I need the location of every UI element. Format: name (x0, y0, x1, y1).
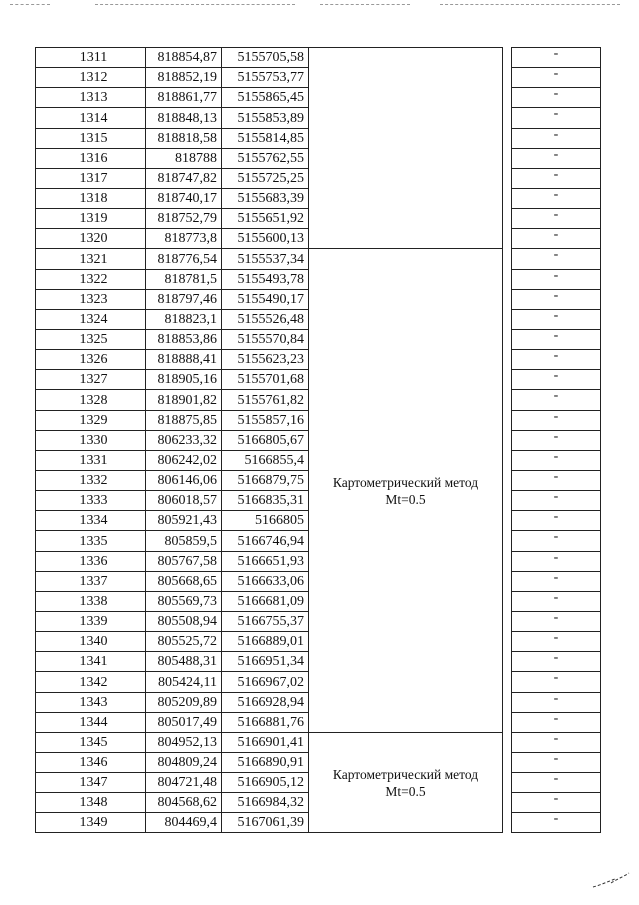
y-coordinate: 5166879,75 (222, 470, 309, 490)
y-coordinate: 5155683,39 (222, 188, 309, 208)
spacer-cell (503, 652, 512, 672)
spacer-cell (503, 632, 512, 652)
spacer-cell (503, 591, 512, 611)
point-number: 1344 (36, 712, 146, 732)
table-row (36, 732, 601, 752)
method-precision: Mt=0.5 (385, 491, 426, 507)
spacer-cell (503, 450, 512, 470)
point-number: 1330 (36, 430, 146, 450)
y-coordinate: 5166881,76 (222, 712, 309, 732)
spacer-cell (503, 531, 512, 551)
point-number: 1322 (36, 269, 146, 289)
y-coordinate: 5155761,82 (222, 390, 309, 410)
y-coordinate: 5166805 (222, 511, 309, 531)
point-number: 1315 (36, 128, 146, 148)
spacer-cell (503, 370, 512, 390)
y-coordinate: 5155493,78 (222, 269, 309, 289)
x-coordinate: 818853,86 (146, 329, 222, 349)
point-number: 1321 (36, 249, 146, 269)
note-cell: - (512, 350, 601, 370)
note-cell: - (512, 732, 601, 752)
x-coordinate: 818773,8 (146, 229, 222, 249)
note-cell: - (512, 692, 601, 712)
note-cell: - (512, 269, 601, 289)
x-coordinate: 805488,31 (146, 652, 222, 672)
y-coordinate: 5155623,23 (222, 350, 309, 370)
spacer-cell (503, 611, 512, 631)
point-number: 1338 (36, 591, 146, 611)
point-number: 1339 (36, 611, 146, 631)
spacer-cell (503, 48, 512, 68)
spacer-cell (503, 289, 512, 309)
y-coordinate: 5155853,89 (222, 108, 309, 128)
x-coordinate: 805668,65 (146, 571, 222, 591)
x-coordinate: 818852,19 (146, 68, 222, 88)
point-number: 1318 (36, 188, 146, 208)
note-cell: - (512, 128, 601, 148)
point-number: 1340 (36, 632, 146, 652)
x-coordinate: 804809,24 (146, 752, 222, 772)
spacer-cell (503, 813, 512, 833)
spacer-cell (503, 390, 512, 410)
signature-mark (591, 869, 631, 891)
x-coordinate: 818861,77 (146, 88, 222, 108)
note-cell: - (512, 531, 601, 551)
point-number: 1314 (36, 108, 146, 128)
point-number: 1326 (36, 350, 146, 370)
point-number: 1347 (36, 773, 146, 793)
note-cell: - (512, 329, 601, 349)
note-cell: - (512, 370, 601, 390)
y-coordinate: 5155814,85 (222, 128, 309, 148)
scan-top-edge (440, 4, 620, 7)
x-coordinate: 818740,17 (146, 188, 222, 208)
y-coordinate: 5166755,37 (222, 611, 309, 631)
note-cell: - (512, 571, 601, 591)
y-coordinate: 5155701,68 (222, 370, 309, 390)
note-cell: - (512, 188, 601, 208)
x-coordinate: 818823,1 (146, 309, 222, 329)
note-cell: - (512, 68, 601, 88)
note-cell: - (512, 470, 601, 490)
y-coordinate: 5166901,41 (222, 732, 309, 752)
spacer-cell (503, 168, 512, 188)
note-cell: - (512, 148, 601, 168)
y-coordinate: 5166805,67 (222, 430, 309, 450)
spacer-cell (503, 108, 512, 128)
x-coordinate: 805921,43 (146, 511, 222, 531)
x-coordinate: 818788 (146, 148, 222, 168)
y-coordinate: 5166928,94 (222, 692, 309, 712)
method-cell (309, 732, 503, 833)
x-coordinate: 805017,49 (146, 712, 222, 732)
note-cell: - (512, 209, 601, 229)
x-coordinate: 806018,57 (146, 491, 222, 511)
note-cell: - (512, 752, 601, 772)
x-coordinate: 818776,54 (146, 249, 222, 269)
point-number: 1317 (36, 168, 146, 188)
note-cell: - (512, 611, 601, 631)
method-cell (309, 249, 503, 732)
spacer-cell (503, 350, 512, 370)
y-coordinate: 5155570,84 (222, 329, 309, 349)
note-cell: - (512, 652, 601, 672)
spacer-cell (503, 732, 512, 752)
point-number: 1320 (36, 229, 146, 249)
x-coordinate: 805767,58 (146, 551, 222, 571)
x-coordinate: 805209,89 (146, 692, 222, 712)
method-cell (309, 48, 503, 249)
note-cell: - (512, 410, 601, 430)
spacer-cell (503, 249, 512, 269)
spacer-cell (503, 692, 512, 712)
y-coordinate: 5155526,48 (222, 309, 309, 329)
y-coordinate: 5155490,17 (222, 289, 309, 309)
point-number: 1333 (36, 491, 146, 511)
y-coordinate: 5166633,06 (222, 571, 309, 591)
spacer-cell (503, 511, 512, 531)
y-coordinate: 5166951,34 (222, 652, 309, 672)
spacer-cell (503, 793, 512, 813)
spacer-cell (503, 712, 512, 732)
point-number: 1337 (36, 571, 146, 591)
note-cell: - (512, 430, 601, 450)
spacer-cell (503, 309, 512, 329)
y-coordinate: 5155705,58 (222, 48, 309, 68)
point-number: 1349 (36, 813, 146, 833)
spacer-cell (503, 551, 512, 571)
x-coordinate: 805424,11 (146, 672, 222, 692)
coordinates-table (35, 47, 601, 833)
note-cell: - (512, 491, 601, 511)
note-cell: - (512, 309, 601, 329)
x-coordinate: 805508,94 (146, 611, 222, 631)
y-coordinate: 5166835,31 (222, 491, 309, 511)
point-number: 1328 (36, 390, 146, 410)
y-coordinate: 5155537,34 (222, 249, 309, 269)
table-row (36, 48, 601, 68)
x-coordinate: 804469,4 (146, 813, 222, 833)
y-coordinate: 5155725,25 (222, 168, 309, 188)
point-number: 1348 (36, 793, 146, 813)
x-coordinate: 818752,79 (146, 209, 222, 229)
method-label: Картометрический метод (332, 766, 479, 782)
note-cell: - (512, 511, 601, 531)
spacer-cell (503, 68, 512, 88)
x-coordinate: 818848,13 (146, 108, 222, 128)
x-coordinate: 818781,5 (146, 269, 222, 289)
note-cell: - (512, 450, 601, 470)
spacer-cell (503, 88, 512, 108)
x-coordinate: 806233,32 (146, 430, 222, 450)
x-coordinate: 804568,62 (146, 793, 222, 813)
x-coordinate: 818747,82 (146, 168, 222, 188)
y-coordinate: 5166681,09 (222, 591, 309, 611)
spacer-cell (503, 752, 512, 772)
x-coordinate: 804952,13 (146, 732, 222, 752)
point-number: 1345 (36, 732, 146, 752)
spacer-cell (503, 128, 512, 148)
note-cell: - (512, 390, 601, 410)
x-coordinate: 818854,87 (146, 48, 222, 68)
point-number: 1343 (36, 692, 146, 712)
point-number: 1324 (36, 309, 146, 329)
y-coordinate: 5166855,4 (222, 450, 309, 470)
method-precision: Mt=0.5 (385, 783, 426, 799)
x-coordinate: 818797,46 (146, 289, 222, 309)
y-coordinate: 5166967,02 (222, 672, 309, 692)
spacer-cell (503, 672, 512, 692)
table-row (36, 249, 601, 269)
scan-top-edge (320, 4, 410, 7)
x-coordinate: 818888,41 (146, 350, 222, 370)
y-coordinate: 5167061,39 (222, 813, 309, 833)
x-coordinate: 805569,73 (146, 591, 222, 611)
note-cell: - (512, 712, 601, 732)
spacer-cell (503, 209, 512, 229)
note-cell: - (512, 108, 601, 128)
point-number: 1313 (36, 88, 146, 108)
note-cell: - (512, 48, 601, 68)
x-coordinate: 818905,16 (146, 370, 222, 390)
spacer-cell (503, 148, 512, 168)
x-coordinate: 818818,58 (146, 128, 222, 148)
method-label: Картометрический метод (332, 474, 479, 490)
y-coordinate: 5155762,55 (222, 148, 309, 168)
x-coordinate: 806242,02 (146, 450, 222, 470)
note-cell: - (512, 793, 601, 813)
note-cell: - (512, 249, 601, 269)
point-number: 1336 (36, 551, 146, 571)
spacer-cell (503, 491, 512, 511)
x-coordinate: 806146,06 (146, 470, 222, 490)
point-number: 1334 (36, 511, 146, 531)
point-number: 1341 (36, 652, 146, 672)
point-number: 1342 (36, 672, 146, 692)
note-cell: - (512, 551, 601, 571)
point-number: 1312 (36, 68, 146, 88)
spacer-cell (503, 773, 512, 793)
note-cell: - (512, 289, 601, 309)
spacer-cell (503, 229, 512, 249)
x-coordinate: 805525,72 (146, 632, 222, 652)
note-cell: - (512, 168, 601, 188)
spacer-cell (503, 470, 512, 490)
spacer-cell (503, 410, 512, 430)
y-coordinate: 5166651,93 (222, 551, 309, 571)
note-cell: - (512, 632, 601, 652)
note-cell: - (512, 672, 601, 692)
x-coordinate: 804721,48 (146, 773, 222, 793)
spacer-cell (503, 329, 512, 349)
point-number: 1346 (36, 752, 146, 772)
spacer-cell (503, 269, 512, 289)
note-cell: - (512, 591, 601, 611)
point-number: 1323 (36, 289, 146, 309)
x-coordinate: 818901,82 (146, 390, 222, 410)
spacer-cell (503, 430, 512, 450)
point-number: 1335 (36, 531, 146, 551)
x-coordinate: 805859,5 (146, 531, 222, 551)
y-coordinate: 5166890,91 (222, 752, 309, 772)
spacer-cell (503, 188, 512, 208)
y-coordinate: 5155865,45 (222, 88, 309, 108)
scan-top-edge (95, 4, 295, 7)
spacer-cell (503, 571, 512, 591)
point-number: 1327 (36, 370, 146, 390)
y-coordinate: 5166984,32 (222, 793, 309, 813)
y-coordinate: 5166905,12 (222, 773, 309, 793)
point-number: 1319 (36, 209, 146, 229)
y-coordinate: 5166889,01 (222, 632, 309, 652)
note-cell: - (512, 229, 601, 249)
point-number: 1316 (36, 148, 146, 168)
y-coordinate: 5155600,13 (222, 229, 309, 249)
note-cell: - (512, 773, 601, 793)
scan-top-edge (10, 4, 50, 7)
note-cell: - (512, 88, 601, 108)
y-coordinate: 5155753,77 (222, 68, 309, 88)
y-coordinate: 5166746,94 (222, 531, 309, 551)
point-number: 1311 (36, 48, 146, 68)
y-coordinate: 5155857,16 (222, 410, 309, 430)
point-number: 1332 (36, 470, 146, 490)
point-number: 1325 (36, 329, 146, 349)
point-number: 1329 (36, 410, 146, 430)
x-coordinate: 818875,85 (146, 410, 222, 430)
note-cell: - (512, 813, 601, 833)
point-number: 1331 (36, 450, 146, 470)
y-coordinate: 5155651,92 (222, 209, 309, 229)
